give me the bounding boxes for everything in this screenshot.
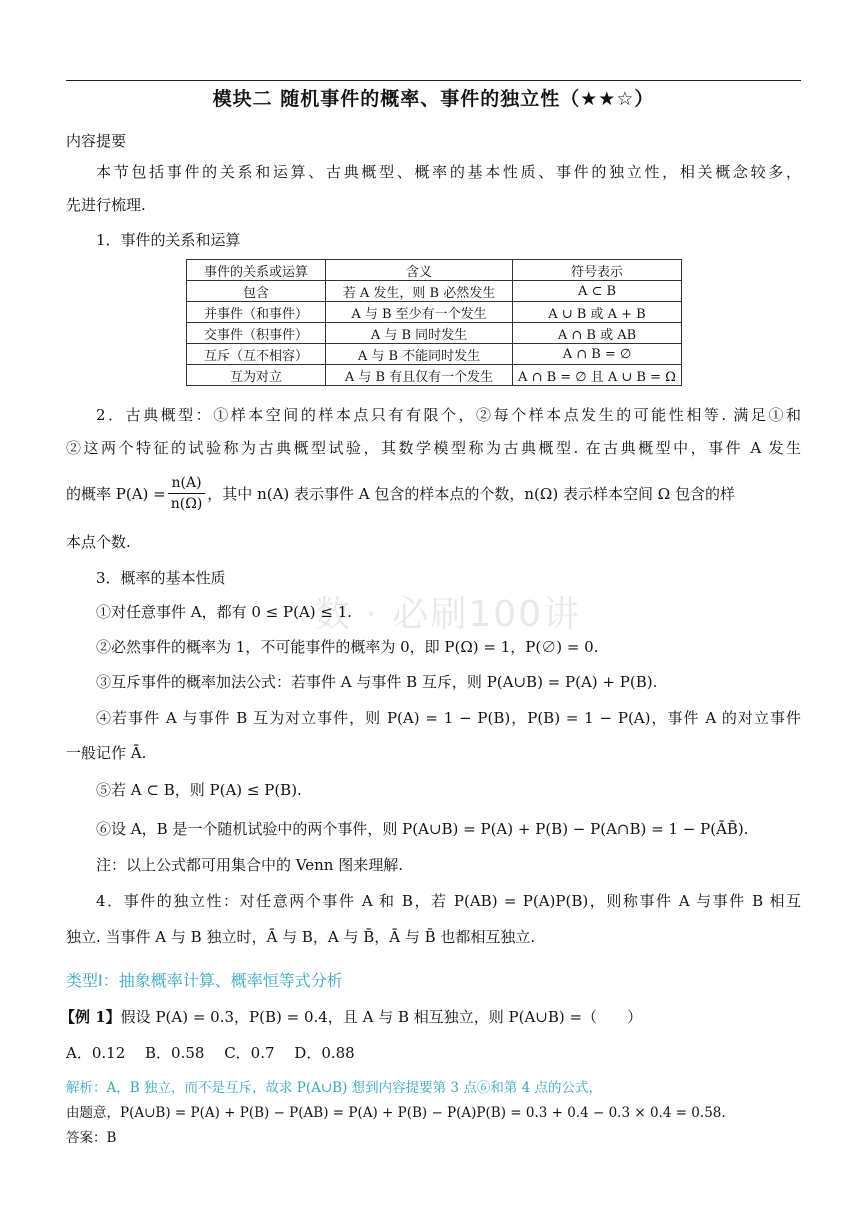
table-cell: 并事件（和事件） xyxy=(187,302,326,323)
item4-line-2: 独立. 当事件 A 与 B 独立时，Ā 与 B，A 与 B̄，Ā 与 B̄ 也都相互独立. xyxy=(66,928,536,946)
table-header-cell: 含义 xyxy=(326,260,513,281)
analysis-line xyxy=(66,1076,602,1096)
table-cell: 互为对立 xyxy=(187,365,326,386)
type1-heading: 类型Ⅰ：抽象概率计算、概率恒等式分析 xyxy=(66,971,343,990)
item3-heading: 3．概率的基本性质 xyxy=(96,569,226,587)
item2-line-1: 2．古典概型：①样本空间的样本点只有有限个，②每个样本点发生的可能性相等. 满足①和 xyxy=(96,406,801,424)
item2-line-3 xyxy=(66,471,735,515)
page-title: 模块二 随机事件的概率、事件的独立性（★★☆） xyxy=(212,88,655,110)
header-rule xyxy=(66,80,801,81)
probability-formula-suffix: ，其中 n(A) 表示事件 A 包含的样本点的个数，n(Ω) 表示样本空间 Ω 包含的样 xyxy=(207,484,735,503)
table-row xyxy=(187,281,682,302)
table-header-row xyxy=(187,260,682,281)
solution-line: 由题意，P(A∪B) = P(A) + P(B) − P(AB) = P(A) + P(B) − P(A)P(B) = 0.3 + 0.4 − 0.3 × 0.4 = 0.58. xyxy=(66,1105,726,1121)
table-cell: A 与 B 同时发生 xyxy=(326,323,513,344)
property-3: ③互斥事件的概率加法公式：若事件 A 与事件 B 互斥，则 P(A∪B) = P(A) + P(B). xyxy=(96,673,658,691)
example-question: 假设 P(A) = 0.3，P(B) = 0.4，且 A 与 B 相互独立，则 P(A∪B) =（ ） xyxy=(120,1008,643,1026)
property-1: ①对任意事件 A，都有 0 ≤ P(A) ≤ 1. xyxy=(96,603,353,621)
property-5: ⑤若 A ⊂ B，则 P(A) ≤ P(B). xyxy=(96,781,302,799)
item1-heading: 1．事件的关系和运算 xyxy=(96,231,241,249)
table-cell: 包含 xyxy=(187,281,326,302)
section-label: 内容提要 xyxy=(66,132,127,150)
example-label: 【例 1】 xyxy=(60,1008,121,1026)
table-cell: 交事件（积事件） xyxy=(187,323,326,344)
relation-table xyxy=(186,259,682,386)
table-row xyxy=(187,365,682,386)
table-cell: 若 A 发生，则 B 必然发生 xyxy=(326,281,513,302)
intro-line-1: 本节包括事件的关系和运算、古典概型、概率的基本性质、事件的独立性，相关概念较多， xyxy=(96,163,801,181)
intro-line-2: 先进行梳理. xyxy=(66,196,146,214)
table-row xyxy=(187,302,682,323)
example1-question-line xyxy=(60,1006,642,1027)
property-6: ⑥设 A，B 是一个随机试验中的两个事件，则 P(A∪B) = P(A) + P(B) − P(A∩B) = 1 − P(ĀB̄). xyxy=(96,820,749,838)
watermark: 数 · 必刷100讲 xyxy=(314,594,582,635)
analysis-text: A，B 独立，而不是互斥，故求 P(A∪B) 想到内容提要第 3 点⑥和第 4 点的公式， xyxy=(106,1080,602,1096)
table-cell: A ∩ B = ∅ 且 A ∪ B = Ω xyxy=(513,365,682,386)
table-cell: A ∪ B 或 A + B xyxy=(513,302,682,323)
table-cell: 互斥（互不相容） xyxy=(187,344,326,365)
property-2: ②必然事件的概率为 1，不可能事件的概率为 0，即 P(Ω) = 1，P(∅) = 0. xyxy=(96,638,599,656)
fraction-denominator: n(Ω) xyxy=(170,495,203,512)
probability-fraction xyxy=(168,473,206,514)
probability-formula-prefix: 的概率 P(A) = xyxy=(66,484,166,503)
item4-line-1: 4．事件的独立性：对任意两个事件 A 和 B，若 P(AB) = P(A)P(B)，则称事件 A 与事件 B 相互 xyxy=(96,892,801,910)
example1-options: A．0.12 B．0.58 C．0.7 D．0.88 xyxy=(66,1044,355,1062)
fraction-numerator: n(A) xyxy=(168,473,204,494)
table-cell: A ∩ B = ∅ xyxy=(513,344,682,365)
table-row xyxy=(187,323,682,344)
note-text: 注：以上公式都可用集合中的 Venn 图来理解. xyxy=(96,856,403,874)
item2-line-4: 本点个数. xyxy=(66,533,131,551)
answer-line: 答案：B xyxy=(66,1130,117,1146)
table-cell: A 与 B 有且仅有一个发生 xyxy=(326,365,513,386)
property-4-line-1: ④若事件 A 与事件 B 互为对立事件，则 P(A) = 1 − P(B)，P(B) = 1 − P(A)，事件 A 的对立事件 xyxy=(96,709,801,727)
table-cell: A 与 B 至少有一个发生 xyxy=(326,302,513,323)
table-row xyxy=(187,344,682,365)
table-cell: A 与 B 不能同时发生 xyxy=(326,344,513,365)
table-header-cell: 符号表示 xyxy=(513,260,682,281)
property-4-line-2: 一般记作 Ā. xyxy=(66,744,147,762)
analysis-label: 解析： xyxy=(66,1080,107,1096)
item2-line-2: ②这两个特征的试验称为古典概型试验，其数学模型称为古典概型. 在古典概型中，事件 A 发生 xyxy=(66,439,801,457)
table-header-cell: 事件的关系或运算 xyxy=(187,260,326,281)
table-cell: A ⊂ B xyxy=(513,281,682,302)
table-cell: A ∩ B 或 AB xyxy=(513,323,682,344)
